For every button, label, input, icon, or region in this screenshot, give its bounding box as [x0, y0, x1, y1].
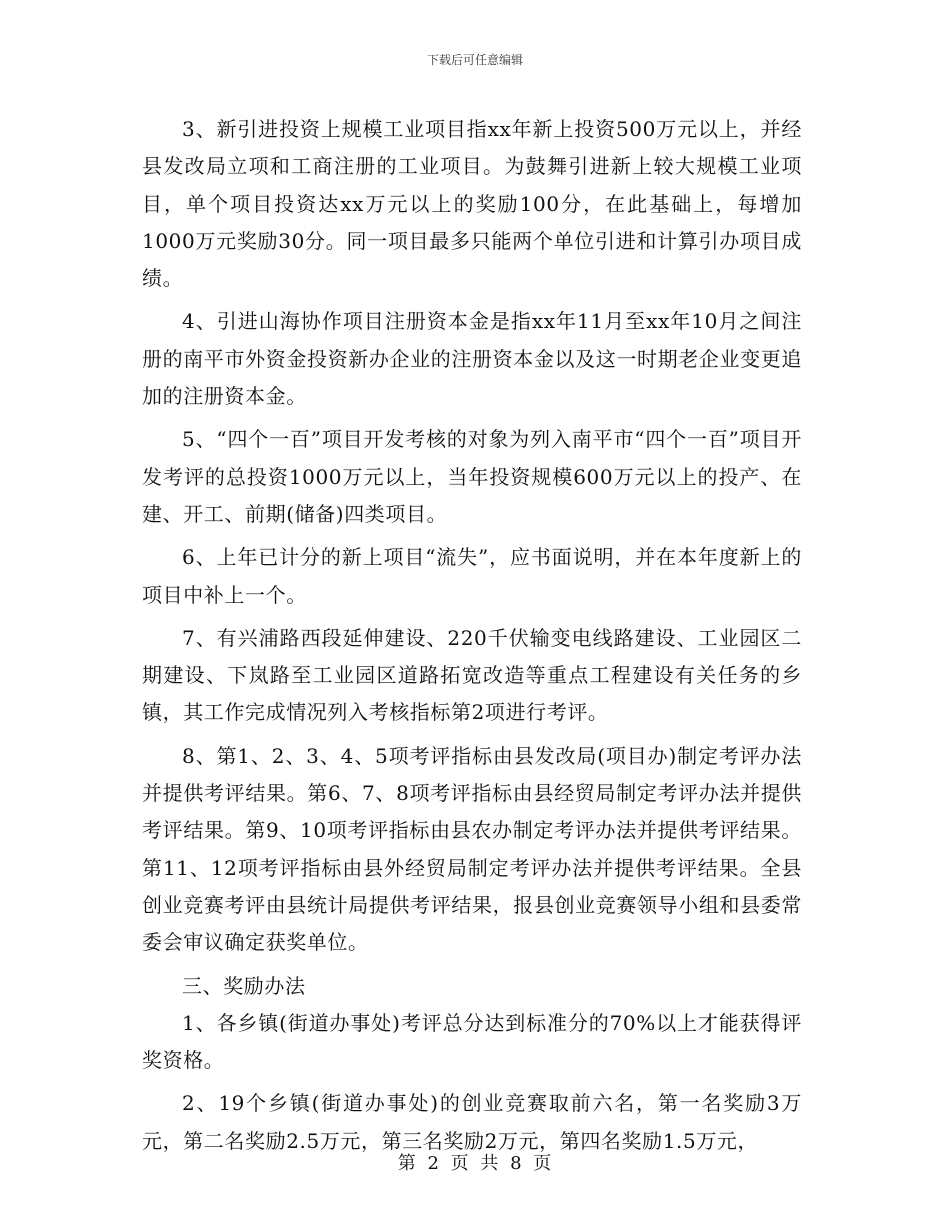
page-footer: 第 2 页 共 8 页 [397, 1153, 553, 1174]
paragraph-reward-1: 1、各乡镇(街道办事处)考评总分达到标准分的70%以上才能获得评奖资格。 [142, 1010, 802, 1073]
paragraph-item-4: 4、引进山海协作项目注册资本金是指xx年11月至xx年10月之间注册的南平市外资金投资新办企业的注册资本金以及这一时期老企业变更追加的注册资本金。 [142, 309, 802, 409]
document-body [142, 111, 802, 1166]
paragraph-item-3: 3、新引进投资上规模工业项目指xx年新上投资500万元以上，并经县发改局立项和工商注册的工业项目。为鼓舞引进新上较大规模工业项目，单个项目投资达xx万元以上的奖励100分，在此基础上，每增加1000万元奖励30分。同一项目最多只能两个单位引进和计算引办项目成绩。 [142, 117, 802, 291]
section-heading-reward: 三、奖励办法 [182, 973, 306, 998]
paragraph-item-5: 5、“四个一百”项目开发考核的对象为列入南平市“四个一百”项目开发考评的总投资1000万元以上，当年投资规模600万元以上的投产、在建、开工、前期(储备)四类项目。 [142, 427, 802, 526]
paragraph-reward-2: 2、19个乡镇(街道办事处)的创业竞赛取前六名，第一名奖励3万元，第二名奖励2.5万元，第三名奖励2万元，第四名奖励1.5万元， [142, 1091, 802, 1153]
paragraph-item-8: 8、第1、2、3、4、5项考评指标由县发改局(项目办)制定考评办法并提供考评结果。第6、7、8项考评指标由县经贸局制定考评办法并提供考评结果。第9、10项考评指标由县农办制定考评办法并提供考评结果。第11、12项考评指标由县外经贸局制定考评办法并提供考评结果。全县创业竞赛考评由县统计局提供考评结果，报县创业竞赛领导小组和县委常委会审议确定获奖单位。 [142, 743, 802, 955]
paragraph-item-6: 6、上年已计分的新上项目“流失”，应书面说明，并在本年度新上的项目中补上一个。 [142, 545, 802, 607]
page-header: 下载后可任意编辑 [426, 53, 523, 67]
paragraph-item-7: 7、有兴浦路西段延伸建设、220千伏输变电线路建设、工业园区二期建设、下岚路至工业园区道路拓宽改造等重点工程建设有关任务的乡镇，其工作完成情况列入考核指标第2项进行考评。 [142, 625, 802, 725]
